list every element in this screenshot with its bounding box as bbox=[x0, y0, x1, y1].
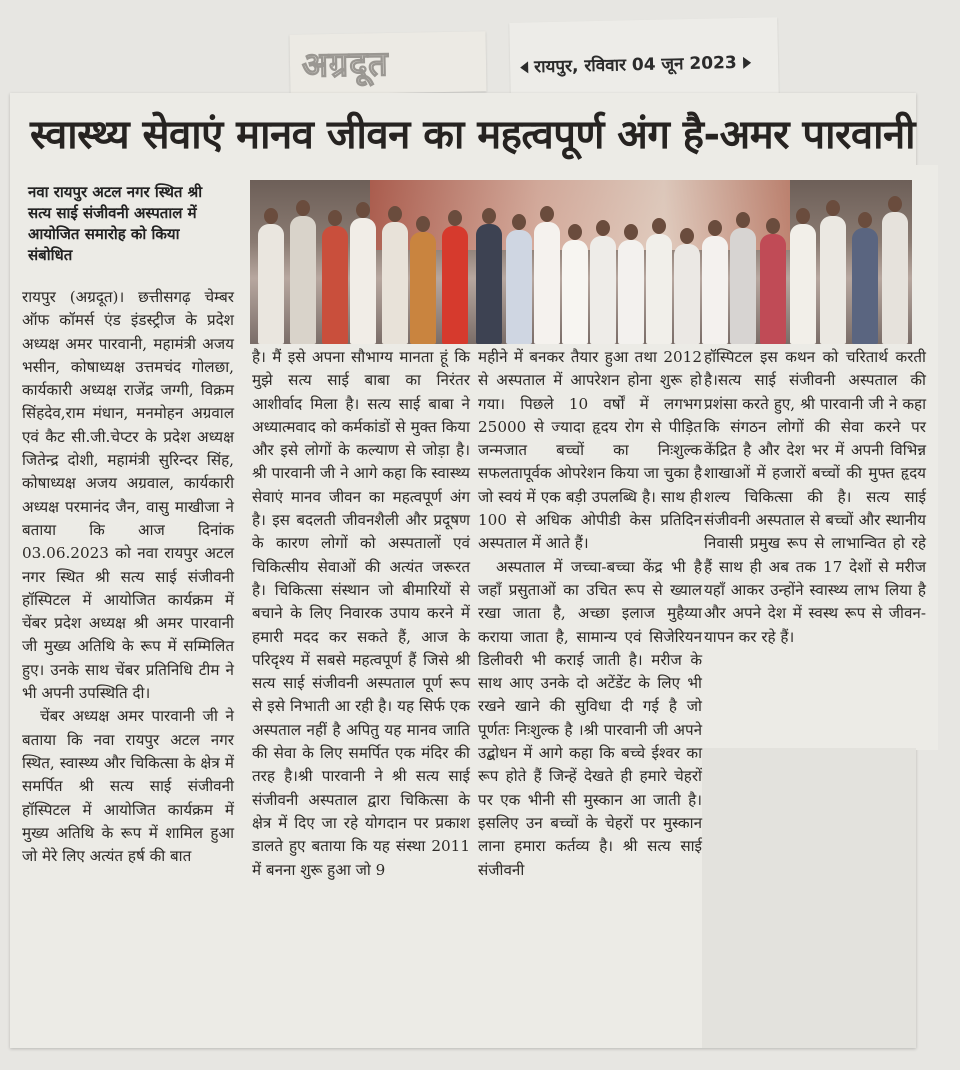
person bbox=[646, 234, 672, 344]
paragraph: महीने में बनकर तैयार हुआ तथा 2012 से अस्पताल में आपरेशन होना शुरू हो गया। पिछले 10 वर्षों में लगभग 25000 से ज्यादा हृदय रोग से पीड़ित जन्मजात बच्चों का निःशुल्क सफलतापूर्वक ओपरेशन किया जा चुका है जो स्वयं में एक बड़ी उपलब्धि है। साथ ही 100 से अधिक ओपीडी केस प्रतिदिन अस्पताल में आते हैं। bbox=[478, 348, 702, 553]
article-column-3 bbox=[478, 346, 702, 882]
masthead-clip bbox=[289, 31, 486, 94]
person bbox=[852, 228, 878, 344]
paragraph: अस्पताल में जच्चा-बच्चा केंद्र भी है जहाँ प्रसुताओं का उचित रूप से ख्याल रखा जाता है, अच्छा इलाज मुहैय्या कराया जाता है, सामान्य एवं सिजेरियन डिलीवरी भी कराई जाती है। मरीज के साथ आए उनके दो अटेंडेंट के लिए भी रखने खाने की सुविधा दी गई है जो पूर्णतः निःशुल्क है ।श्री पारवानी जी अपने उद्बोधन में आगे कहा कि बच्चे ईश्वर का रूप होते हैं जिन्हें देखते ही हमारे चेहरों पर एक भीनी सी मुस्कान आ जाती है। इसलिए उन बच्चों के चेहरों पर मुस्कान लाना हमारा कर्तव्य है। श्री सत्य साई संजीवनी bbox=[478, 557, 702, 879]
article-column-1 bbox=[22, 286, 234, 868]
person bbox=[290, 216, 316, 344]
left-triangle-icon bbox=[520, 61, 528, 73]
person bbox=[350, 218, 376, 344]
person bbox=[534, 222, 560, 344]
date-strip bbox=[509, 17, 779, 99]
person bbox=[322, 226, 348, 344]
article-column-4 bbox=[704, 346, 926, 649]
person bbox=[702, 236, 728, 344]
masthead-name: अग्रदूत bbox=[301, 43, 389, 86]
paragraph: चेंबर अध्यक्ष अमर पारवानी जी ने बताया कि नवा रायपुर अटल नगर स्थित, स्वास्थ्य और चिकित्सा के क्षेत्र में समर्पित श्री सत्य साई संजीवनी हॉस्पिटल में आयोजित कार्यक्रम में मुख्य अतिथि के रूप में शामिल हुआ जो मेरे लिए अत्यंत हर्ष की बात bbox=[22, 707, 234, 866]
person bbox=[790, 224, 816, 344]
person bbox=[618, 240, 644, 344]
person bbox=[760, 234, 786, 344]
person bbox=[410, 232, 436, 344]
person bbox=[506, 230, 532, 344]
subhead: नवा रायपुर अटल नगर स्थित श्री सत्य साई संजीवनी अस्पताल में आयोजित समारोह को किया संबोधित bbox=[28, 183, 203, 264]
event-photo bbox=[250, 180, 912, 344]
person bbox=[820, 216, 846, 344]
person bbox=[382, 222, 408, 344]
person bbox=[476, 224, 502, 344]
background-board bbox=[702, 748, 916, 1048]
person bbox=[562, 240, 588, 344]
right-triangle-icon bbox=[743, 57, 751, 69]
person bbox=[590, 236, 616, 344]
person bbox=[674, 244, 700, 344]
person bbox=[258, 224, 284, 344]
person bbox=[442, 226, 468, 344]
headline: स्वास्थ्य सेवाएं मानव जीवन का महत्वपूर्ण अंग है-अमर पारवानी bbox=[30, 112, 916, 158]
person bbox=[730, 228, 756, 344]
paragraph: है। मैं इसे अपना सौभाग्य मानता हूं कि मुझे सत्य साई बाबा का निरंतर आशीर्वाद मिला है। सत्य साई बाबा ने अध्यात्मवाद को कर्मकांडों से मुक्त किया और इसे लोगों के कल्याण से जोड़ा है।श्री पारवानी जी ने आगे कहा कि स्वास्थ्य सेवाएं मानव जीवन का महत्वपूर्ण अंग है। इस बदलती जीवनशैली और प्रदूषण के कारण लोगों को अस्पतालों एवं चिकित्सीय सेवाओं की अत्यंत जरूरत है। चिकित्सा संस्थान जो बीमारियों से बचाने के लिए निवारक उपाय करने में हमारी मदद कर सकते हैं, आज के परिदृश्य में सबसे महत्वपूर्ण हैं जिसे श्री सत्य साई संजीवनी अस्पताल पूर्ण रूप से इसे निभाती आ रही है। यह सिर्फ एक अस्पताल नहीं है अपितु यह मानव जाति की सेवा के लिए समर्पित एक मंदिर की तरह है।श्री पारवानी ने श्री सत्य साई संजीवनी अस्पताल द्वारा चिकित्सा के क्षेत्र में दिए जा रहे योगदान पर प्रकाश डालते हुए बताया कि यह संस्था 2011 में बनना शुरू हुआ जो 9 bbox=[252, 348, 470, 879]
dateline bbox=[520, 50, 751, 78]
paragraph: हॉस्पिटल इस कथन को चरितार्थ करती है।सत्य साई संजीवनी अस्पताल की प्रशंसा करते हुए, श्री पारवानी जी ने कहा कि संगठन लोगों की सेवा करने पर केंद्रित है और देश भर में अपनी विभिन्न शाखाओं में हजारों बच्चों की मुफ्त हृदय शल्य चिकित्सा की है। सत्य साई संजीवनी अस्पताल से बच्चों और स्थानीय निवासी प्रमुख रूप से लाभान्वित हो रहे हैं साथ ही अब तक 17 देशों से मरीज यहाँ आकर उन्होंने स्वास्थ्य लाभ लिया है और अपने देश में स्वस्थ रूप से जीवन-यापन कर रहे हैं। bbox=[704, 348, 926, 646]
dateline-text: रायपुर, रविवार 04 जून 2023 bbox=[533, 53, 737, 78]
person bbox=[882, 212, 908, 344]
article-column-2 bbox=[252, 346, 470, 882]
paragraph: रायपुर (अग्रदूत)। छत्तीसगढ़ चेम्बर ऑफ कॉमर्स एंड इंडस्ट्रीज के प्रदेश अध्यक्ष अमर पारवानी, महामंत्री अजय भसीन, कोषाध्यक्ष उत्तमचंद गोलछा, कार्यकारी अध्यक्ष राजेंद्र जग्गी, विक्रम सिंहदेव,राम मंधान, मनमोहन अग्रवाल एवं कैट सी.जी.चेप्टर के प्रदेश अध्यक्ष जितेन्द्र दोशी, महामंत्री सुरिन्दर सिंह, कोषाध्यक्ष अजय अग्रवाल, कार्यकारी अध्यक्ष परमानंद जैन, वासु माखीजा ने बताया कि आज दिनांक 03.06.2023 को नवा रायपुर अटल नगर स्थित श्री सत्य साई संजीवनी हॉस्पिटल में आयोजित कार्यक्रम में चेंबर प्रदेश अध्यक्ष श्री अमर पारवानी जी मुख्य अतिथि के रूप में सम्मिलित हुए। उनके साथ चेंबर प्रतिनिधि टीम ने भी अपनी उपस्थिति दी। bbox=[22, 288, 234, 703]
